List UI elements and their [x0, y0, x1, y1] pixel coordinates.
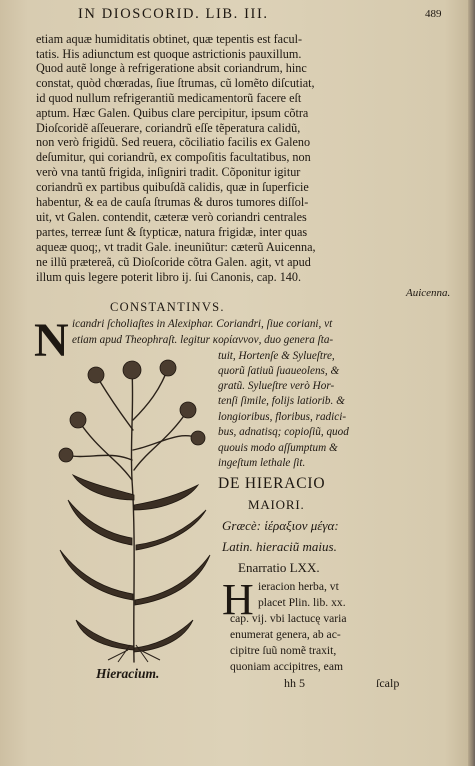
body-line: non verò frigidũ. Sed reuera, cõciliatio facilis ex Galeno [36, 135, 311, 149]
body-line: verò vna tantũ frigida, inſigniri tradit. Cõponitur igitur [36, 165, 301, 179]
body-line: habentur, & ea de cauſa ſtrumas & duros tumores diſſol- [36, 195, 309, 209]
body-line: illum quis legere poterit libro ij. ſui Canonis, cap. 140. [36, 270, 302, 284]
body-line: constat, quòd chœradas, ſiue ſtrumas, cũ lomẽto diſcutiat, [36, 76, 315, 90]
body-line: aptum. Hæc Galen. Quibus clare percipitur, ipsum cõtra [36, 106, 309, 120]
hieracio-title: DE HIERACIO [218, 475, 326, 492]
body-line: id quod nullum refrigerantiũ medicamentorũ facere eſt [36, 91, 302, 105]
signature-mark: hh 5 [284, 676, 305, 690]
body-line: Dioſcoridẽ aſſeuerare, coriandrũ eſſe tẽperatura calidũ, [36, 121, 301, 135]
nicander-line: tenſi ſimile, folijs latiorib. & [218, 395, 345, 407]
hieracio-line: quoniam accipitres, eam [230, 660, 343, 673]
body-line: tatis. His adiunctum est quoque astrictionis pauxillum. [36, 47, 302, 61]
hieracio-line: ieracion herba, vt [258, 580, 339, 593]
nicander-line: bus, adnatisq; copioſiũ, quod [218, 426, 349, 438]
body-line: coriandrũ ex partibus quibuſdã calidis, quæ in ſuperficie [36, 180, 309, 194]
page-edge-shadow [468, 0, 475, 766]
hieracio-line: cap. vij. vbi lactucę varia [230, 612, 347, 625]
body-line: Quod autẽ longe à refrigeratione absit coriandrum, hinc [36, 61, 307, 75]
section-heading: CONSTANTINVS. [110, 300, 225, 314]
body-line: ne illũ prætereã, cũ Dioſcoride cõtra Galen. agit, vt apud [36, 255, 311, 269]
running-title: IN DIOSCORID. LIB. III. [78, 6, 269, 22]
enarratio-heading: Enarratio LXX. [238, 560, 320, 575]
nicander-line: etiam apud Theophraſt. legitur κορίαννον, duo genera ſta- [72, 334, 334, 346]
body-line: deſumitur, qui coriandrũ, ex compoſitis facultatibus, non [36, 150, 311, 164]
hieracio-subtitle: MAIORI. [248, 497, 305, 512]
nicander-line: tuit, Hortenſe & Sylueſtre, [218, 350, 335, 362]
nicander-line: icandri ſcholiaſtes in Alexiphar. Coriandri, ſiue coriani, vt [72, 318, 333, 330]
body-line: aqueæ quoq;, vt tradit Gale. ineuniũtur: cæterũ Auicenna, [36, 240, 316, 254]
nicander-line: longioribus, floribus, radici- [218, 411, 347, 423]
page-number: 489 [425, 8, 442, 20]
drop-cap-h: H [222, 575, 254, 624]
hieracium-woodcut-illustration [48, 350, 218, 665]
nicander-line: quorũ ſatiuũ ſuaueolens, & [218, 365, 340, 377]
figure-caption: Hieracium. [96, 666, 160, 681]
nicander-line: quouis modo aſſumptum & [218, 442, 338, 454]
catchword: ſcalp [376, 676, 400, 690]
drop-cap-n: N [34, 314, 69, 367]
body-line: partes, terreæ ſunt & ſtypticæ, natura frigidæ, inter quas [36, 225, 308, 239]
hieracio-line: enumerat genera, ab ac- [230, 628, 341, 641]
margin-note: Auicenna. [406, 287, 451, 299]
nicander-line: gratũ. Sylueſtre verò Hor- [218, 380, 335, 392]
nicander-line: ingeſtum lethale ſit. [218, 457, 306, 469]
body-line: etiam aquæ humiditatis obtinet, quæ tepentis est facul- [36, 32, 303, 46]
hieracio-line: placet Plin. lib. xx. [258, 596, 346, 609]
body-line: uit, vt Galen. contendit, cæteræ verò coriandri centrales [36, 210, 307, 224]
hieracio-line: cipitre ſuũ nomẽ traxit, [230, 644, 337, 657]
latin-name: Latin. hieraciũ maius. [222, 539, 337, 554]
greek-name: Græcè: ἱέραξιον μέγα: [222, 518, 339, 533]
